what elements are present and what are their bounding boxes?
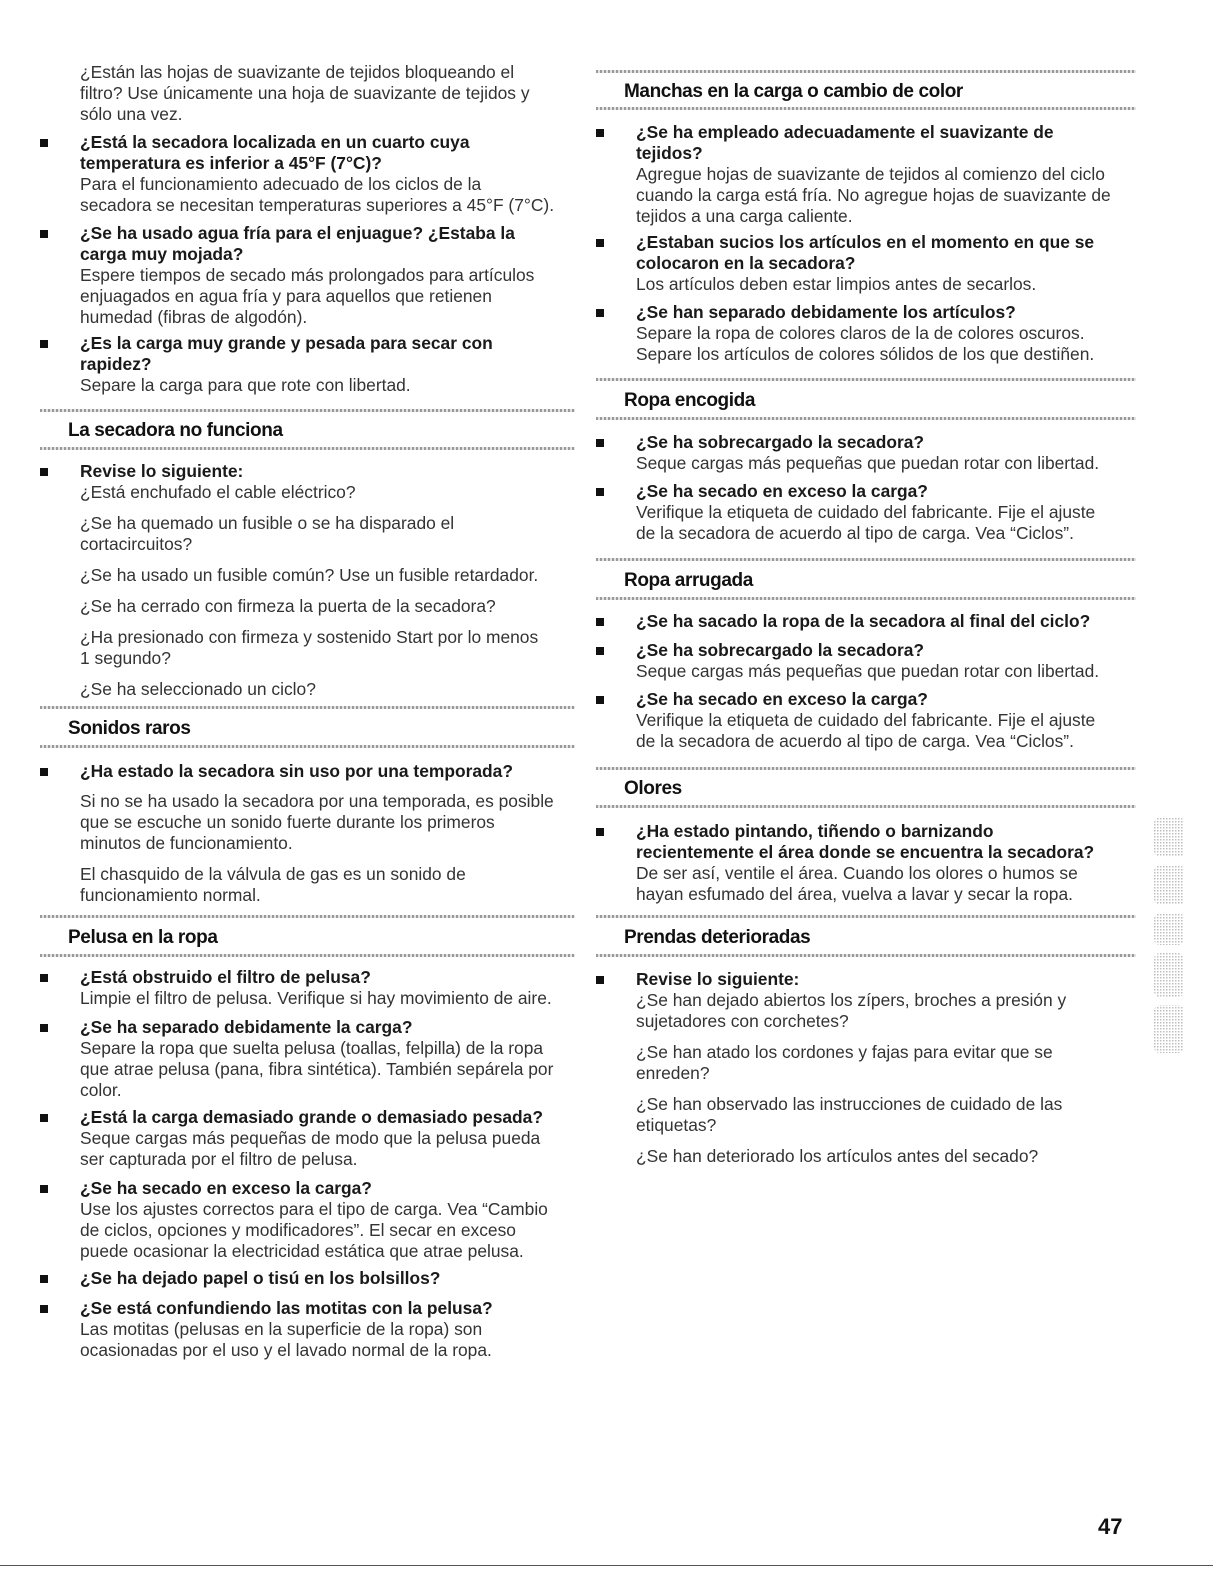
bullet-icon bbox=[40, 1305, 48, 1313]
section-divider bbox=[596, 417, 1136, 420]
section-divider bbox=[596, 915, 1136, 918]
section-title: Sonidos raros bbox=[68, 718, 191, 739]
list-item: ¿Se ha usado agua fría para el enjuague? ¿Estaba la carga muy mojada? Espere tiempos de secado más prolongados para artículos enjuagados en agua fría y para aquellos que retienen humedad (fibras de algodón). bbox=[40, 223, 575, 328]
bullet-icon bbox=[40, 340, 48, 348]
list-item: ¿Se está confundiendo las motitas con la pelusa? Las motitas (pelusas en la superficie de la ropa) son ocasionadas por el uso y el lavado normal de la ropa. bbox=[40, 1298, 575, 1361]
bullet-icon bbox=[596, 309, 604, 317]
list-item: ¿Estaban sucios los artículos en el momento en que se colocaron en la secadora? Los artículos deben estar limpios antes de secarlos. bbox=[596, 232, 1136, 295]
section-title: Ropa arrugada bbox=[624, 570, 753, 591]
section-title: Manchas en la carga o cambio de color bbox=[624, 81, 963, 102]
bullet-icon bbox=[40, 974, 48, 982]
bullet-icon bbox=[596, 696, 604, 704]
list-item: ¿Ha estado la secadora sin uso por una temporada? Si no se ha usado la secadora por una temporada, es posible que se escuche un sonido fuerte durante los primeros minutos de funcionamiento. El chasquido de la válvula de gas es un sonido de funcionamiento normal. bbox=[40, 761, 575, 906]
bullet-icon bbox=[596, 647, 604, 655]
bullet-icon bbox=[596, 239, 604, 247]
bullet-icon bbox=[596, 129, 604, 137]
bottom-divider bbox=[0, 1565, 1213, 1566]
list-item: ¿Se ha separado debidamente la carga? Separe la ropa que suelta pelusa (toallas, felpilla) de la ropa que atrae pelusa (pana, fibra sintética). También sepárela por color. bbox=[40, 1017, 575, 1101]
list-item: Revise lo siguiente: ¿Está enchufado el cable eléctrico? ¿Se ha quemado un fusible o se ha disparado el cortacircuitos? ¿Se ha usado un fusible común? Use un fusible retardador. ¿Se ha cerrado con firmeza la puerta de la secadora? ¿Ha presionado con firmeza y sostenido Start por lo menos 1 segundo? ¿Se ha seleccionado un ciclo? bbox=[40, 461, 575, 700]
edge-tab-mark bbox=[1148, 815, 1190, 1065]
intro-paragraph: ¿Están las hojas de suavizante de tejidos bloqueando el filtro? Use únicamente una hoja de suavizante de tejidos y sólo una vez. bbox=[80, 62, 530, 124]
list-item: ¿Está la secadora localizada en un cuarto cuya temperatura es inferior a 45°F (7°C)? Para el funcionamiento adecuado de los ciclos de la secadora se necesitan temperaturas superiores a 45°F (7°C). bbox=[40, 132, 575, 216]
bullet-icon bbox=[596, 828, 604, 836]
bullet-icon bbox=[40, 1185, 48, 1193]
list-item: ¿Se ha dejado papel o tisú en los bolsillos? bbox=[40, 1268, 575, 1289]
bullet-icon bbox=[40, 1024, 48, 1032]
bullet-icon bbox=[596, 618, 604, 626]
section-divider bbox=[596, 378, 1136, 381]
list-item: ¿Se ha secado en exceso la carga? Use los ajustes correctos para el tipo de carga. Vea “Cambio de ciclos, opciones y modificadores”. El secar en exceso puede ocasionar la electricidad estática que atrae pelusa. bbox=[40, 1178, 575, 1262]
section-title: La secadora no funciona bbox=[68, 420, 283, 441]
section-title: Pelusa en la ropa bbox=[68, 927, 218, 948]
section-title: Olores bbox=[624, 778, 682, 799]
list-item: ¿Se ha secado en exceso la carga? Verifique la etiqueta de cuidado del fabricante. Fije el ajuste de la secadora de acuerdo al tipo de carga. Vea “Ciclos”. bbox=[596, 481, 1136, 544]
section-title: Ropa encogida bbox=[624, 390, 755, 411]
bullet-icon bbox=[40, 1275, 48, 1283]
list-item: ¿Se ha sobrecargado la secadora? Seque cargas más pequeñas que puedan rotar con libertad. bbox=[596, 432, 1136, 474]
section-divider bbox=[596, 597, 1136, 600]
section-divider bbox=[596, 70, 1136, 73]
bullet-icon bbox=[596, 488, 604, 496]
list-item: ¿Se ha sacado la ropa de la secadora al final del ciclo? bbox=[596, 611, 1136, 632]
list-item: ¿Se ha secado en exceso la carga? Verifique la etiqueta de cuidado del fabricante. Fije el ajuste de la secadora de acuerdo al tipo de carga. Vea “Ciclos”. bbox=[596, 689, 1136, 752]
bullet-icon bbox=[40, 139, 48, 147]
bullet-icon bbox=[40, 230, 48, 238]
bullet-icon bbox=[40, 1114, 48, 1122]
section-divider bbox=[40, 915, 575, 918]
bullet-icon bbox=[596, 976, 604, 984]
section-divider bbox=[596, 954, 1136, 957]
section-divider bbox=[596, 558, 1136, 561]
section-divider bbox=[40, 954, 575, 957]
list-item: Revise lo siguiente: ¿Se han dejado abiertos los zípers, broches a presión y sujetadores con corchetes? ¿Se han atado los cordones y fajas para evitar que se enreden? ¿Se han observado las instrucciones de cuidado de las etiquetas? ¿Se han deteriorado los artículos antes del secado? bbox=[596, 969, 1136, 1167]
section-divider bbox=[40, 447, 575, 450]
bullet-icon bbox=[40, 468, 48, 476]
list-item: ¿Se han separado debidamente los artículos? Separe la ropa de colores claros de la de colores oscuros. Separe los artículos de colores sólidos de los que destiñen. bbox=[596, 302, 1136, 365]
list-item: ¿Ha estado pintando, tiñendo o barnizando recientemente el área donde se encuentra la secadora? De ser así, ventile el área. Cuando los olores o humos se hayan esfumado del área, vuelva a lavar y secar la ropa. bbox=[596, 821, 1136, 905]
section-divider bbox=[596, 107, 1136, 110]
bullet-icon bbox=[596, 439, 604, 447]
section-divider bbox=[40, 409, 575, 412]
list-item: ¿Se ha sobrecargado la secadora? Seque cargas más pequeñas que puedan rotar con libertad. bbox=[596, 640, 1136, 682]
section-divider bbox=[596, 767, 1136, 770]
section-divider bbox=[40, 745, 575, 748]
section-divider bbox=[596, 805, 1136, 808]
list-item: ¿Es la carga muy grande y pesada para secar con rapidez? Separe la carga para que rote con libertad. bbox=[40, 333, 575, 396]
list-item: ¿Está obstruido el filtro de pelusa? Limpie el filtro de pelusa. Verifique si hay movimiento de aire. bbox=[40, 967, 575, 1009]
section-title: Prendas deterioradas bbox=[624, 927, 811, 948]
list-item: ¿Está la carga demasiado grande o demasiado pesada? Seque cargas más pequeñas de modo que la pelusa pueda ser capturada por el filtro de pelusa. bbox=[40, 1107, 575, 1170]
bullet-icon bbox=[40, 768, 48, 776]
page-number: 47 bbox=[1098, 1514, 1123, 1539]
section-divider bbox=[40, 706, 575, 709]
list-item: ¿Se ha empleado adecuadamente el suavizante de tejidos? Agregue hojas de suavizante de tejidos al comienzo del ciclo cuando la carga está fría. No agregue hojas de suavizante de tejidos a una carga caliente. bbox=[596, 122, 1136, 227]
